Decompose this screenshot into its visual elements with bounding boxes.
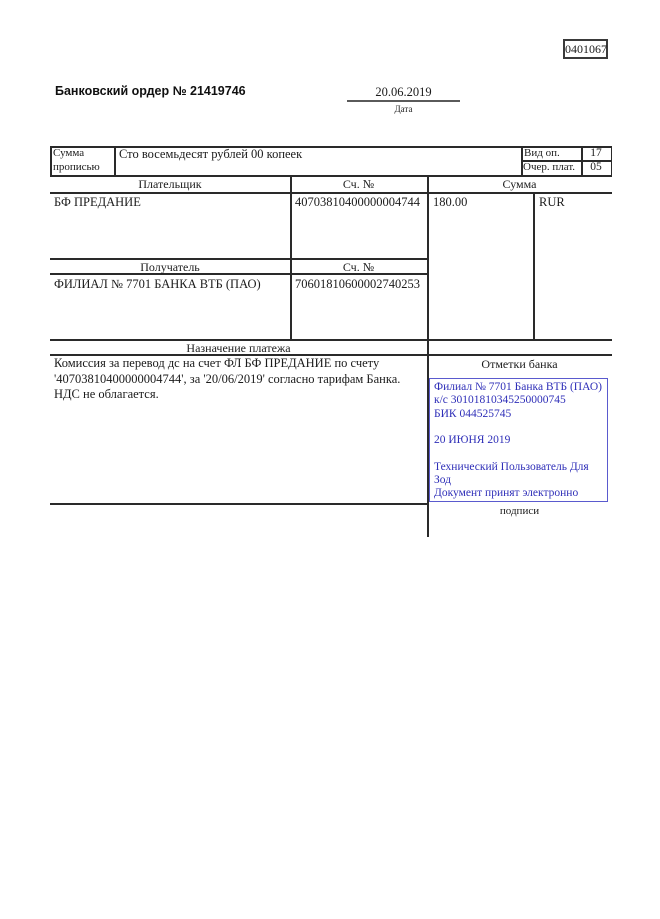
payer-account-label: Сч. № [342, 177, 375, 191]
date-value: 20.06.2019 [375, 85, 432, 99]
payee-account-label: Сч. № [342, 260, 375, 274]
operation-type-value: 17 [590, 147, 602, 159]
date-label: Дата [394, 104, 413, 114]
table-line-left-border [50, 146, 52, 175]
purpose-text-line: НДС не облагается. [54, 387, 159, 401]
payer-name: БФ ПРЕДАНИЕ [54, 195, 141, 209]
amount-words-value: Сто восемьдесят рублей 00 копеек [119, 147, 303, 161]
stamp-line: Технический Пользователь Для [434, 460, 589, 473]
purpose-text-line: Комиссия за перевод дс на счет ФЛ БФ ПРЕДАНИЕ по счету [54, 356, 380, 370]
stamp-line: 20 ИЮНЯ 2019 [434, 434, 511, 447]
operation-type-label: Вид оп. [524, 147, 560, 159]
stamp-line: Документ принят электронно [434, 487, 579, 500]
payee-account-number: 70601810600002740253 [295, 277, 420, 291]
payment-priority-value: 05 [590, 161, 602, 173]
bank-marks-section-label: Отметки банка [481, 357, 558, 371]
stamp-line [434, 447, 603, 460]
signatures-label: подписи [499, 505, 540, 517]
document-title: Банковский ордер № 21419746 [55, 84, 246, 98]
table-line-account-divider [290, 175, 292, 339]
amount-value: 180.00 [433, 195, 468, 209]
purpose-section-label: Назначение платежа [186, 341, 291, 355]
payee-name: ФИЛИАЛ № 7701 БАНКА ВТБ (ПАО) [54, 277, 261, 291]
stamp-line [434, 421, 603, 434]
stamp-line: Зод [434, 474, 452, 487]
date-underline [347, 100, 460, 102]
table-line-currency-divider [533, 192, 535, 339]
payee-section-label: Получатель [140, 260, 200, 274]
payer-account-number: 40703810400000004744 [295, 195, 420, 209]
table-line-amountwords-divider [114, 146, 116, 175]
stamp-line: БИК 044525745 [434, 407, 512, 420]
stamp-line: Филиал № 7701 Банка ВТБ (ПАО) [434, 381, 602, 393]
purpose-text-line: '40703810400000004744', за '20/06/2019' согласно тарифам Банка. [54, 371, 401, 386]
payment-priority-label: Очер. плат. [523, 161, 576, 173]
amount-section-label: Сумма [502, 177, 537, 191]
stamp-line: к/с 30101810345250000745 [434, 394, 566, 407]
bank-stamp [429, 378, 608, 502]
currency-code: RUR [539, 195, 565, 209]
table-line-header-bottom [50, 192, 612, 194]
table-line-purpose-bottom [50, 503, 428, 505]
amount-words-label: Сумма прописью [53, 147, 100, 173]
form-code-box: 0401067 [563, 39, 608, 59]
payer-section-label: Плательщик [138, 177, 202, 191]
